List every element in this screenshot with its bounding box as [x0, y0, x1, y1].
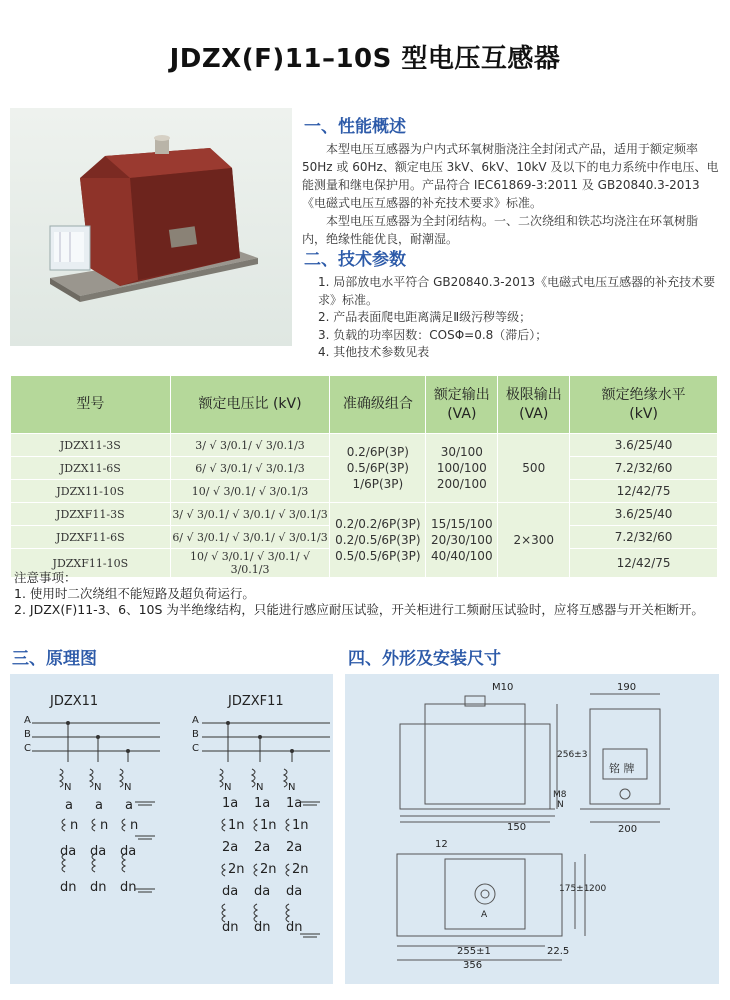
notes: [14, 570, 720, 618]
cell-ratio: 10/ √ 3/0.1/ √ 3/0.1/3: [170, 480, 330, 503]
header-accuracy: 准确级组合: [330, 376, 426, 434]
cell-ratio: 10/ √ 3/0.1/ √ 3/0.1/ √ 3/0.1/3: [170, 549, 330, 578]
cell-output: [426, 503, 498, 578]
secondary-label: 1a: [254, 796, 271, 811]
output-value: 15/15/100: [431, 517, 493, 531]
header-limit: 极限输出 (VA): [498, 376, 570, 434]
secondary-label: 2n: [260, 862, 277, 877]
cell-model: JDZXF11-10S: [11, 549, 171, 578]
accuracy-value: 0.5/0.5/6P(3P): [335, 549, 421, 563]
secondary-label: da: [90, 844, 107, 859]
secondary-label: dn: [120, 880, 137, 895]
output-value: 40/40/100: [431, 549, 493, 563]
cell-accuracy: [330, 503, 426, 578]
cell-limit: 500: [498, 434, 570, 503]
secondary-label: 1n: [292, 818, 309, 833]
dim-label: 190: [617, 682, 637, 693]
tech-item: 3. 负载的功率因数：COSΦ=0.8（滞后）；: [318, 327, 548, 342]
nameplate-label: 铭 牌: [609, 762, 635, 775]
table-header-row: [11, 376, 718, 434]
cell-model: JDZX11-10S: [11, 480, 171, 503]
secondary-label: n: [70, 818, 79, 833]
secondary-label: da: [120, 844, 137, 859]
accuracy-value: 0.2/0.5/6P(3P): [335, 533, 421, 547]
secondary-label: n: [100, 818, 109, 833]
output-value: 100/100: [436, 461, 487, 475]
section-tech-heading: 二、技术参数: [304, 250, 406, 270]
secondary-label: dn: [222, 920, 239, 935]
note-item: 1. 使用时二次绕组不能短路及超负荷运行。: [14, 586, 255, 601]
output-value: 20/30/100: [431, 533, 493, 547]
cell-output: [426, 434, 498, 503]
secondary-label: n: [130, 818, 139, 833]
table-row: [11, 503, 718, 526]
header-insulation: 额定绝缘水平 (kV): [570, 376, 718, 434]
accuracy-value: 1/6P(3P): [352, 477, 404, 491]
secondary-label: da: [286, 884, 303, 899]
cell-ratio: 6/ √ 3/0.1/ √ 3/0.1/3: [170, 457, 330, 480]
page-title: JDZX(F)11–10S 型电压互感器: [169, 44, 561, 74]
overview-paragraph-1: 本型电压互感器为户内式环氧树脂浇注全封闭式产品，适用于额定频率50Hz 或 60Hz、额定电压 3kV、6kV、10kV 及以下的电力系统中作电压、电能测量和继电保护用。产品符合 IEC61869-3:2011 及 GB20840.3-2013《电磁式电压互感器的补充技术要求》标准。: [302, 142, 719, 210]
cell-ratio: 3/ √ 3/0.1/ √ 3/0.1/3: [170, 434, 330, 457]
accuracy-value: 0.5/6P(3P): [346, 461, 409, 475]
header-output: 额定输出 (VA): [426, 376, 498, 434]
dim-label: 200: [618, 824, 638, 835]
dim-label: M10: [492, 682, 514, 693]
overview-text: [302, 140, 720, 248]
secondary-label: da: [222, 884, 239, 899]
secondary-label: da: [254, 884, 271, 899]
overview-paragraph-2: 本型电压互感器为全封闭结构。一、二次绕组和铁芯均浇注在环氧树脂内，绝缘性能优良，耐潮湿。: [302, 214, 699, 246]
secondary-label: da: [60, 844, 77, 859]
primary-label: N: [256, 782, 264, 793]
dim-label: 22.5: [547, 946, 570, 957]
dim-label: M8: [553, 790, 567, 800]
secondary-label: 2n: [228, 862, 245, 877]
dim-label: 356: [463, 960, 483, 971]
dim-label: 256±3: [557, 750, 588, 760]
phase-label: B: [24, 729, 31, 740]
schematic-panel: [10, 674, 333, 984]
section-dimensions-heading: 四、外形及安装尺寸: [348, 649, 501, 669]
tech-item: 1. 局部放电水平符合 GB20840.3-2013《电磁式电压互感器的补充技术要求》标准。: [318, 275, 716, 307]
cell-limit: 2×300: [498, 503, 570, 578]
phase-label: B: [192, 729, 199, 740]
note-item: 2. JDZX(F)11-3、6、10S 为半绝缘结构，只能进行感应耐压试验，开关柜进行工频耐压试验时，应将互感器与开关柜断开。: [14, 602, 704, 617]
secondary-label: 2n: [292, 862, 309, 877]
cell-ratio: 3/ √ 3/0.1/ √ 3/0.1/ √ 3/0.1/3: [170, 503, 330, 526]
accuracy-value: 0.2/6P(3P): [346, 445, 409, 459]
secondary-label: dn: [254, 920, 271, 935]
tech-item: 2. 产品表面爬电距离满足Ⅱ级污秽等级；: [318, 310, 532, 324]
terminal-label: N: [557, 800, 564, 810]
secondary-label: 2a: [254, 840, 271, 855]
schematic-right-title: JDZXF11: [228, 694, 284, 709]
cell-insulation: 3.6/25/40: [570, 503, 718, 526]
table-row: [11, 434, 718, 457]
secondary-label: 1a: [222, 796, 239, 811]
section-schematic-heading: 三、原理图: [12, 649, 97, 669]
cell-model: JDZXF11-3S: [11, 503, 171, 526]
header-model: 型号: [11, 376, 171, 434]
tech-item: 4. 其他技术参数见表: [318, 345, 430, 359]
cell-accuracy: [330, 434, 426, 503]
phase-label: A: [192, 715, 199, 726]
primary-label: N: [94, 782, 102, 793]
dim-label: 200: [589, 884, 607, 894]
accuracy-value: 0.2/0.2/6P(3P): [335, 517, 421, 531]
secondary-label: 1n: [260, 818, 277, 833]
dim-label: 150: [507, 822, 527, 833]
spec-table: [10, 375, 718, 578]
cell-insulation: 12/42/75: [570, 549, 718, 578]
cell-model: JDZXF11-6S: [11, 526, 171, 549]
secondary-label: a: [65, 798, 73, 813]
secondary-label: dn: [286, 920, 303, 935]
primary-label: N: [124, 782, 132, 793]
cell-insulation: 7.2/32/60: [570, 526, 718, 549]
primary-label: N: [288, 782, 296, 793]
secondary-label: a: [95, 798, 103, 813]
dim-label: 255±1: [457, 946, 491, 957]
cell-ratio: 6/ √ 3/0.1/ √ 3/0.1/ √ 3/0.1/3: [170, 526, 330, 549]
cell-insulation: 7.2/32/60: [570, 457, 718, 480]
secondary-label: 2a: [222, 840, 239, 855]
dim-label: 12: [435, 839, 448, 850]
dim-label: 175±1: [559, 884, 590, 894]
schematic-left-title: JDZX11: [50, 694, 99, 709]
primary-label: N: [224, 782, 232, 793]
tech-params-list: [318, 274, 722, 362]
cell-insulation: 12/42/75: [570, 480, 718, 503]
cell-model: JDZX11-3S: [11, 434, 171, 457]
cell-insulation: 3.6/25/40: [570, 434, 718, 457]
secondary-label: 1a: [286, 796, 303, 811]
dimensions-panel: [345, 674, 719, 984]
output-value: 30/100: [440, 445, 483, 459]
section-overview-heading: 一、性能概述: [304, 117, 406, 137]
phase-label: C: [192, 743, 199, 754]
secondary-label: 1n: [228, 818, 245, 833]
secondary-label: a: [125, 798, 133, 813]
header-ratio: 额定电压比 (kV): [170, 376, 330, 434]
primary-label: N: [64, 782, 72, 793]
phase-label: A: [24, 715, 31, 726]
phase-label: C: [24, 743, 31, 754]
secondary-label: 2a: [286, 840, 303, 855]
output-value: 200/100: [436, 477, 487, 491]
cell-model: JDZX11-6S: [11, 457, 171, 480]
terminal-label: A: [481, 910, 488, 920]
product-photo: [10, 108, 292, 346]
secondary-label: dn: [90, 880, 107, 895]
secondary-label: dn: [60, 880, 77, 895]
notes-heading: 注意事项：: [14, 570, 77, 585]
